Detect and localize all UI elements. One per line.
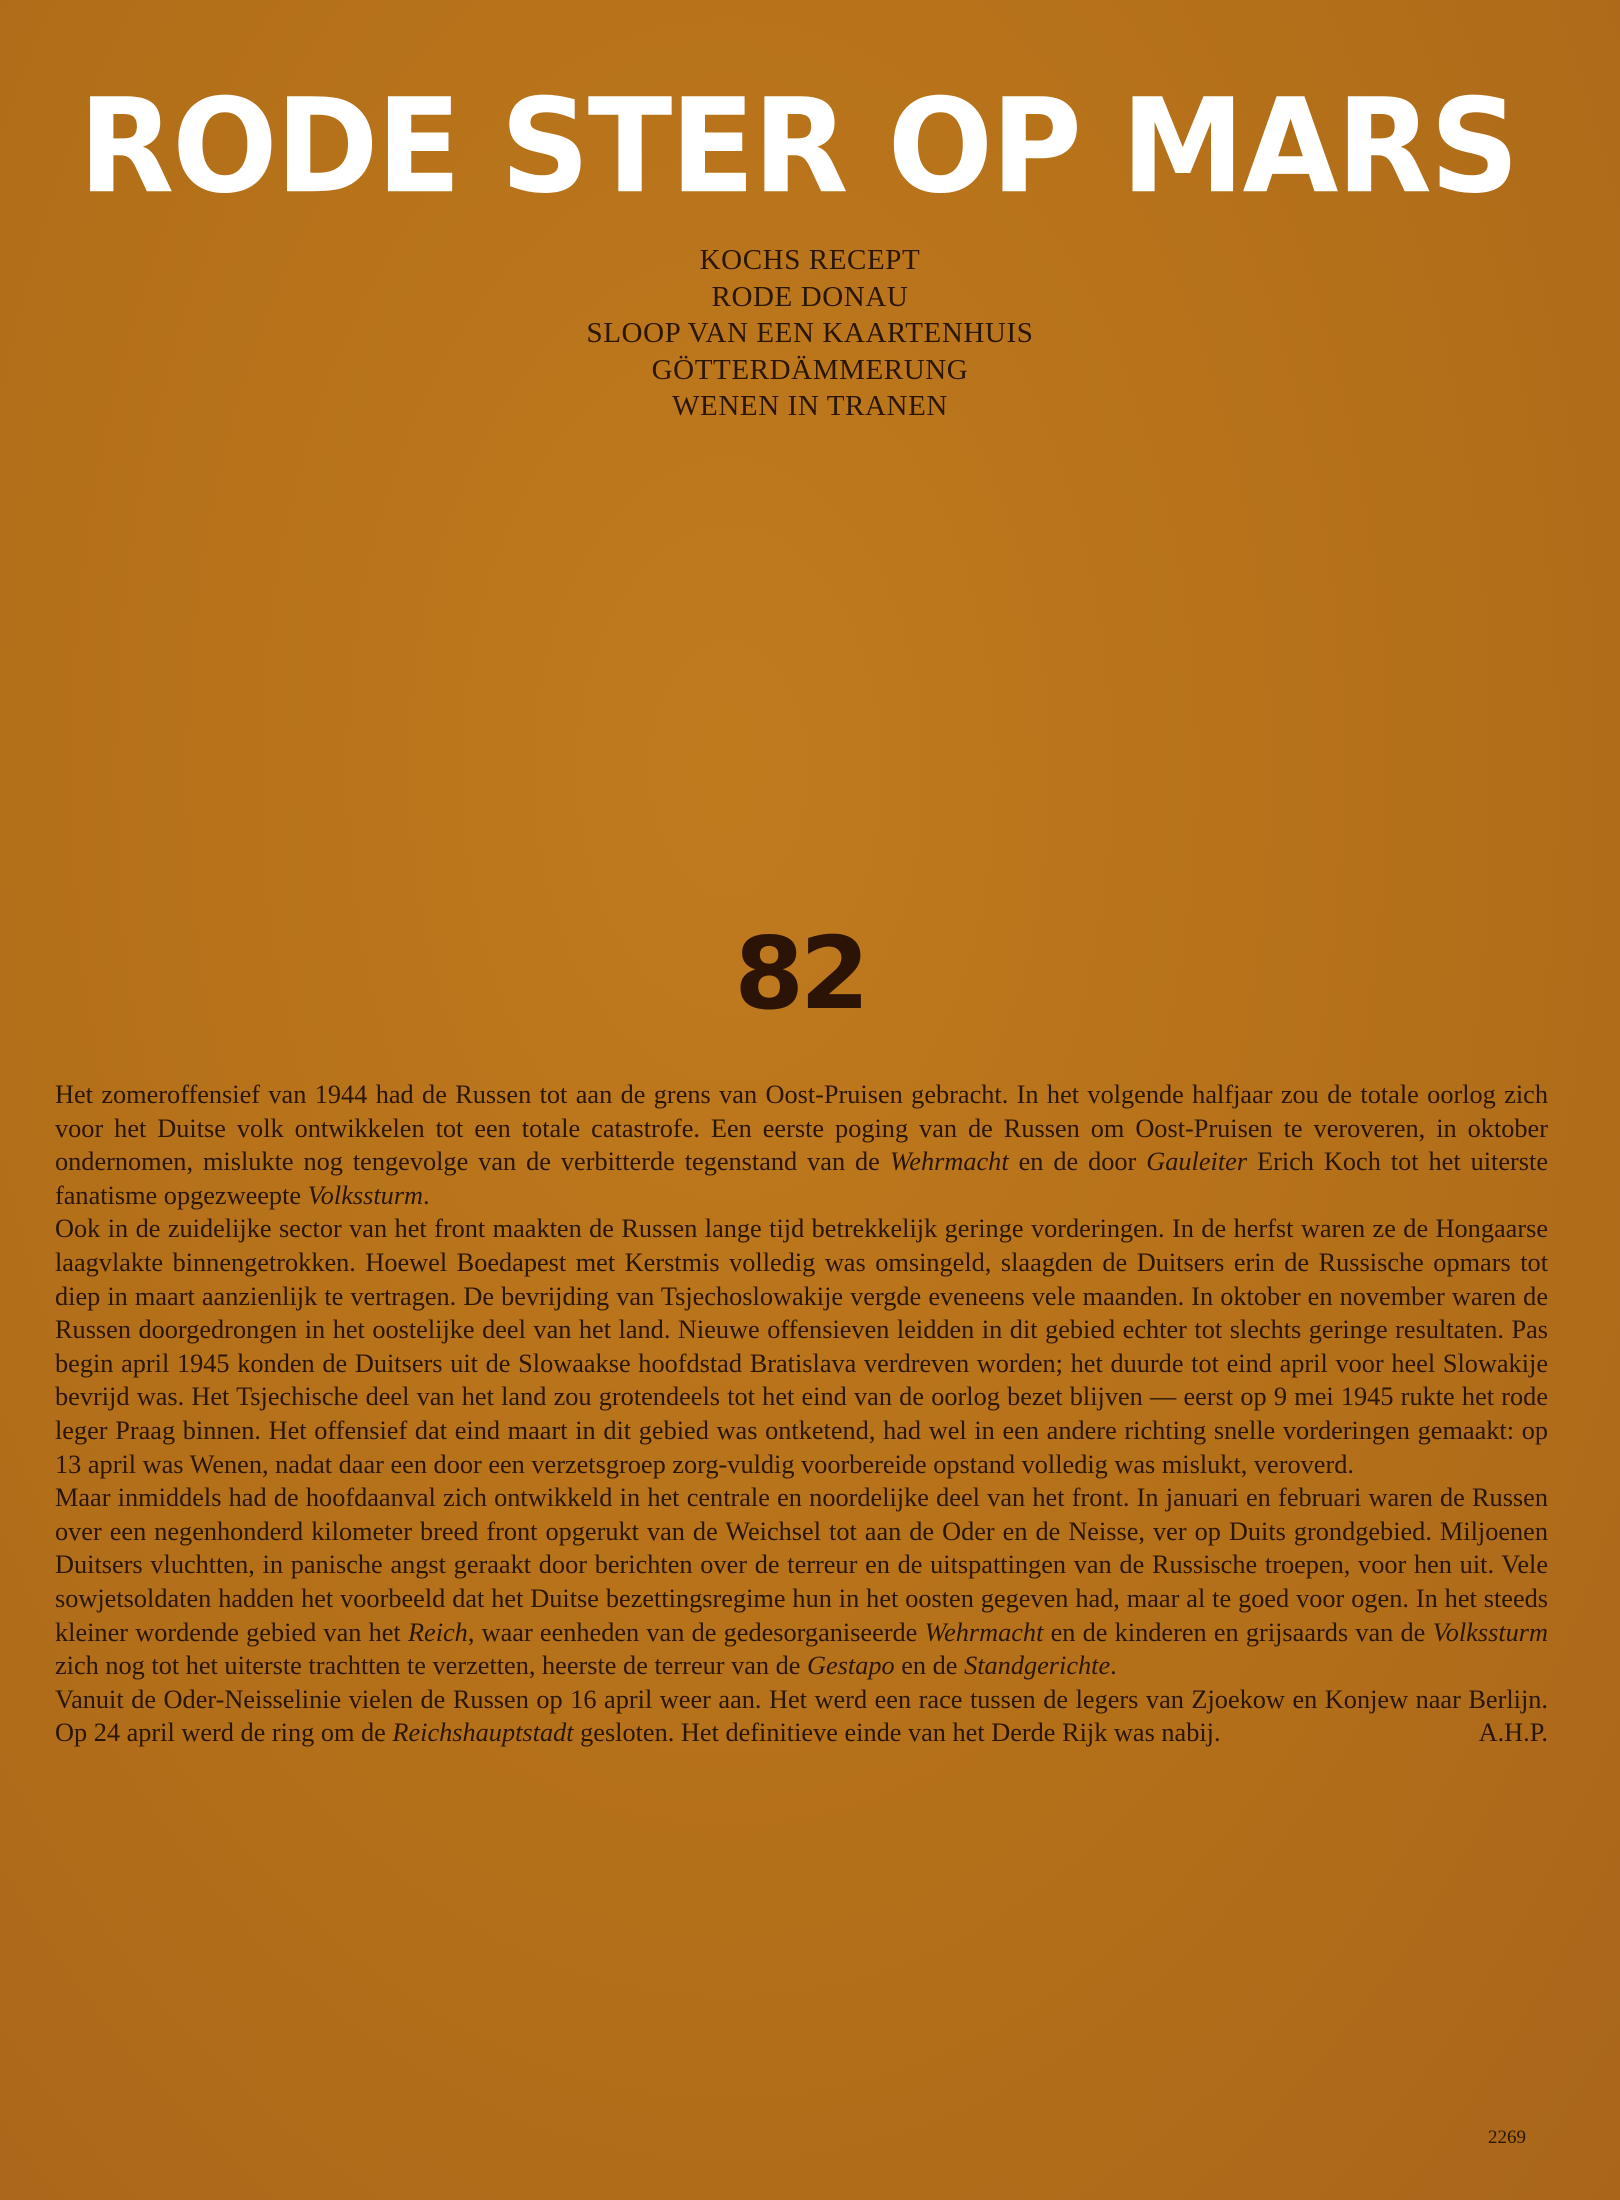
text-run: gesloten. Het definitieve einde van het Derde Rijk was nabij. bbox=[573, 1718, 1221, 1748]
chapter-item: GÖTTERDÄMMERUNG bbox=[651, 353, 969, 386]
paragraph-4 bbox=[55, 1683, 1548, 1750]
chapter-item: RODE DONAU bbox=[711, 280, 909, 313]
italic-term: Standgerichte bbox=[964, 1651, 1111, 1681]
page-number: 2269 bbox=[1488, 2127, 1526, 2148]
text-run: , waar eenheden van de gedesorganiseerde bbox=[467, 1617, 925, 1647]
text-run: Erich Koch tot het uiterste fanatisme opgezweepte bbox=[55, 1147, 1548, 1210]
text-run: zich nog tot het uiterste trachtten te verzetten, heerste de terreur van de bbox=[55, 1651, 808, 1681]
text-run: Vanuit de Oder-Neisselinie vielen de Russen op 16 april weer aan. Het werd een race tussen de legers van Zjoekow en Konjew naar Berlijn. Op 24 april werd de ring om de bbox=[55, 1684, 1548, 1748]
paragraph-2 bbox=[55, 1212, 1548, 1481]
italic-term: Wehrmacht bbox=[889, 1147, 1009, 1177]
text-run: en de door bbox=[1008, 1147, 1147, 1177]
chapter-item: KOCHS RECEPT bbox=[699, 244, 921, 276]
issue-number: 82 bbox=[734, 915, 866, 1032]
author-signature: A.H.P. bbox=[1478, 1718, 1548, 1748]
italic-term: Wehrmacht bbox=[924, 1617, 1044, 1647]
paragraph-1 bbox=[55, 1078, 1548, 1212]
italic-term: Gauleiter bbox=[1146, 1147, 1248, 1177]
text-run: Ook in de zuidelijke sector van het front maakten de Russen lange tijd betrekkelijk geringe vorderingen. In de herfst waren ze de Hongaarse laagvlakte binnengetrokken. Hoewel Boedapest met Kerstmis volledig was omsingeld, slaagden de Duitsers erin de Russische opmars tot diep in maart aanzienlijk te vertragen. De bevrijding van Tsjechoslowakije vergde eveneens vele maanden. In oktober en november waren de Russen doorgedrongen in het oostelijke deel van het land. Nieuwe offensieven leidden in dit gebied echter tot slechts geringe resultaten. Pas begin april 1945 konden de Duitsers uit de Slowaakse hoofdstad Bratislava verdreven worden; het duurde tot eind april voor heel Slowakije bevrijd was. Het Tsjechische deel van het land zou grotendeels tot het eind van de oorlog bezet blijven — eerst op 9 mei 1945 rukte het rode leger Praag binnen. Het offensief dat eind maart in dit gebied was ontketend, had wel in een andere richting snelle vorderingen gemaakt: op 13 april was Wenen, nadat daar een door een verzetsgroep zorg-vuldig voorbereide opstand volledig was mislukt, veroverd. bbox=[55, 1214, 1548, 1479]
page-title: RODE STER OP MARS bbox=[78, 71, 1518, 223]
chapter-item: SLOOP VAN EEN KAARTENHUIS bbox=[586, 317, 1034, 349]
text-run: Maar inmiddels had de hoofdaanval zich ontwikkeld in het centrale en noordelijke deel van het front. In januari en februari waren de Russen over een negenhonderd kilometer breed front opgerukt van de Weichsel tot aan de Oder en de Neisse, ver op Duits grondgebied. Miljoenen Duitsers vluchtten, in panische angst geraakt door berichten over de terreur en de uitspattingen van de Russische troepen, voor hen uit. Vele sowjetsoldaten hadden het voorbeeld dat het Duitse bezettingsregime hun in het oosten gegeven had, maar al te goed voor ogen. In het steeds kleiner wordende gebied van het bbox=[55, 1483, 1548, 1647]
chapter-list bbox=[410, 242, 1210, 425]
text-run: . bbox=[1110, 1651, 1117, 1681]
italic-term: Gestapo bbox=[807, 1651, 895, 1681]
italic-term: Reich bbox=[407, 1617, 468, 1647]
italic-term: Volkssturm bbox=[1432, 1617, 1548, 1647]
article-body bbox=[55, 1078, 1548, 1750]
italic-term: Volkssturm bbox=[307, 1180, 424, 1210]
chapter-item: WENEN IN TRANEN bbox=[672, 390, 948, 422]
paragraph-3 bbox=[55, 1481, 1548, 1683]
text-run: en de kinderen en grijsaards van de bbox=[1043, 1617, 1433, 1647]
text-run: Het zomeroffensief van 1944 had de Russen tot aan de grens van Oost-Pruisen gebracht. In het volgende halfjaar zou de totale oorlog zich voor het Duitse volk ontwikkelen tot een totale catastrofe. Een eerste poging van de Russen om Oost-Pruisen te veroveren, in oktober ondernomen, mislukte nog tengevolge van de verbitterde tegenstand van de bbox=[55, 1080, 1548, 1177]
text-run: . bbox=[423, 1180, 430, 1210]
italic-term: Reichshauptstadt bbox=[392, 1718, 574, 1748]
text-run: en de bbox=[894, 1651, 965, 1681]
